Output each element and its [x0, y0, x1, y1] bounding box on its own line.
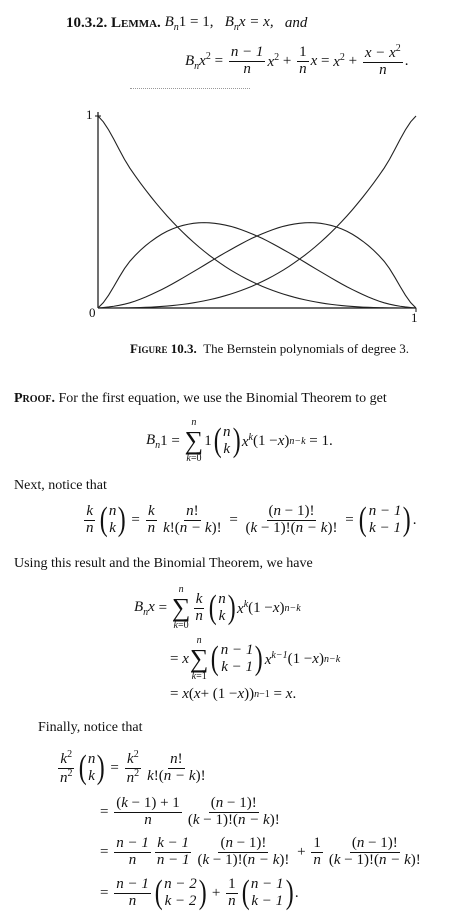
eq-bn1: $B_n$ 1 = n ∑ k=0 1 ( n k ) $x^k$ (1 − x ) n−k = 1.	[146, 417, 333, 464]
eq-final-1: $\frac{k^2}{n^2}$ ( n k ) = $\frac{k^2}{n^2}$ $\frac{n!}{k!(n - k)!}$	[60, 749, 206, 787]
proof-label: Proof.	[14, 391, 55, 406]
figure-caption	[130, 341, 409, 357]
lemma-label: Lemma.	[111, 15, 161, 31]
lemma-eq-1: $B_n1 = 1$,	[164, 14, 214, 33]
lemma-line-1	[66, 14, 307, 33]
proof-intro-text: For the first equation, we use the Binomial Theorem to get	[58, 391, 387, 406]
eq-identity: $\frac{k}{n}$ ( n k ) = $\frac{k}{n}$ $\frac{n!}{k!(n - k)!}$ = $\frac{(n - 1)!}{(k - 1)!(n - k)!}$ = ( n − 1 k − 1 ) .	[86, 501, 417, 539]
figure-caption-label: Figure 10.3.	[130, 341, 197, 356]
lemma-eq-2: $B_nx = x$,	[224, 14, 274, 33]
eq-final-4: = $\frac{n - 1}{n}$ ( n − 2 k − 2 ) + $\frac{1}{n}$ ( n − 1 k − 1 ) .	[100, 874, 299, 912]
series-line-0	[98, 116, 416, 308]
proof-using: Using this result and the Binomial Theorem, we have	[14, 556, 313, 571]
eq-final-2: = $\frac{(k - 1) + 1}{n}$ $\frac{(n - 1)!}{(k - 1)!(n - k)!}$	[100, 795, 280, 828]
proof-intro	[14, 391, 387, 407]
eq-bnx-3: = x ( x + (1 − x )) n−1 = x .	[170, 686, 297, 702]
series-line-2	[98, 223, 416, 308]
x-tick-label: 1	[411, 310, 418, 325]
proof-next: Next, notice that	[14, 478, 107, 493]
scan-artifact	[130, 88, 250, 91]
bernstein-chart	[84, 100, 434, 325]
chart-axes	[95, 112, 416, 312]
chart-lines	[98, 116, 416, 308]
eq-bnx-2: = x n ∑ k=1 ( n − 1 k − 1 ) $x^{k-1}$ (1 − x ) n−k	[170, 635, 341, 682]
y-tick-label: 1	[86, 107, 93, 122]
series-line-3	[98, 116, 416, 308]
figure-caption-text: The Bernstein polynomials of degree 3.	[203, 341, 409, 356]
lemma-line-2: $B_nx^2$ = $\frac{n - 1}{n}$ $x^2$ + $\frac{1}{n}$ x = $x^2$ + $\frac{x - x^2}{n}$ .	[185, 43, 409, 78]
lemma-number: 10.3.2.	[66, 15, 108, 31]
proof-finally: Finally, notice that	[38, 720, 143, 735]
x-origin-label: 0	[89, 305, 96, 320]
lemma-and: and	[284, 15, 308, 31]
eq-bnx-1: $B_nx$ = n ∑ k=0 $\frac{k}{n}$ ( n k ) $x^k$ (1 − x ) n−k	[134, 584, 301, 631]
eq-final-3: = $\frac{n - 1}{n}$ $\frac{k - 1}{n - 1}$ $\frac{(n - 1)!}{(k - 1)!(n - k)!}$ + $\frac{1}{n}$ $\frac{(n - 1)!}{(k - 1)!(n - k)!}$	[100, 835, 421, 868]
